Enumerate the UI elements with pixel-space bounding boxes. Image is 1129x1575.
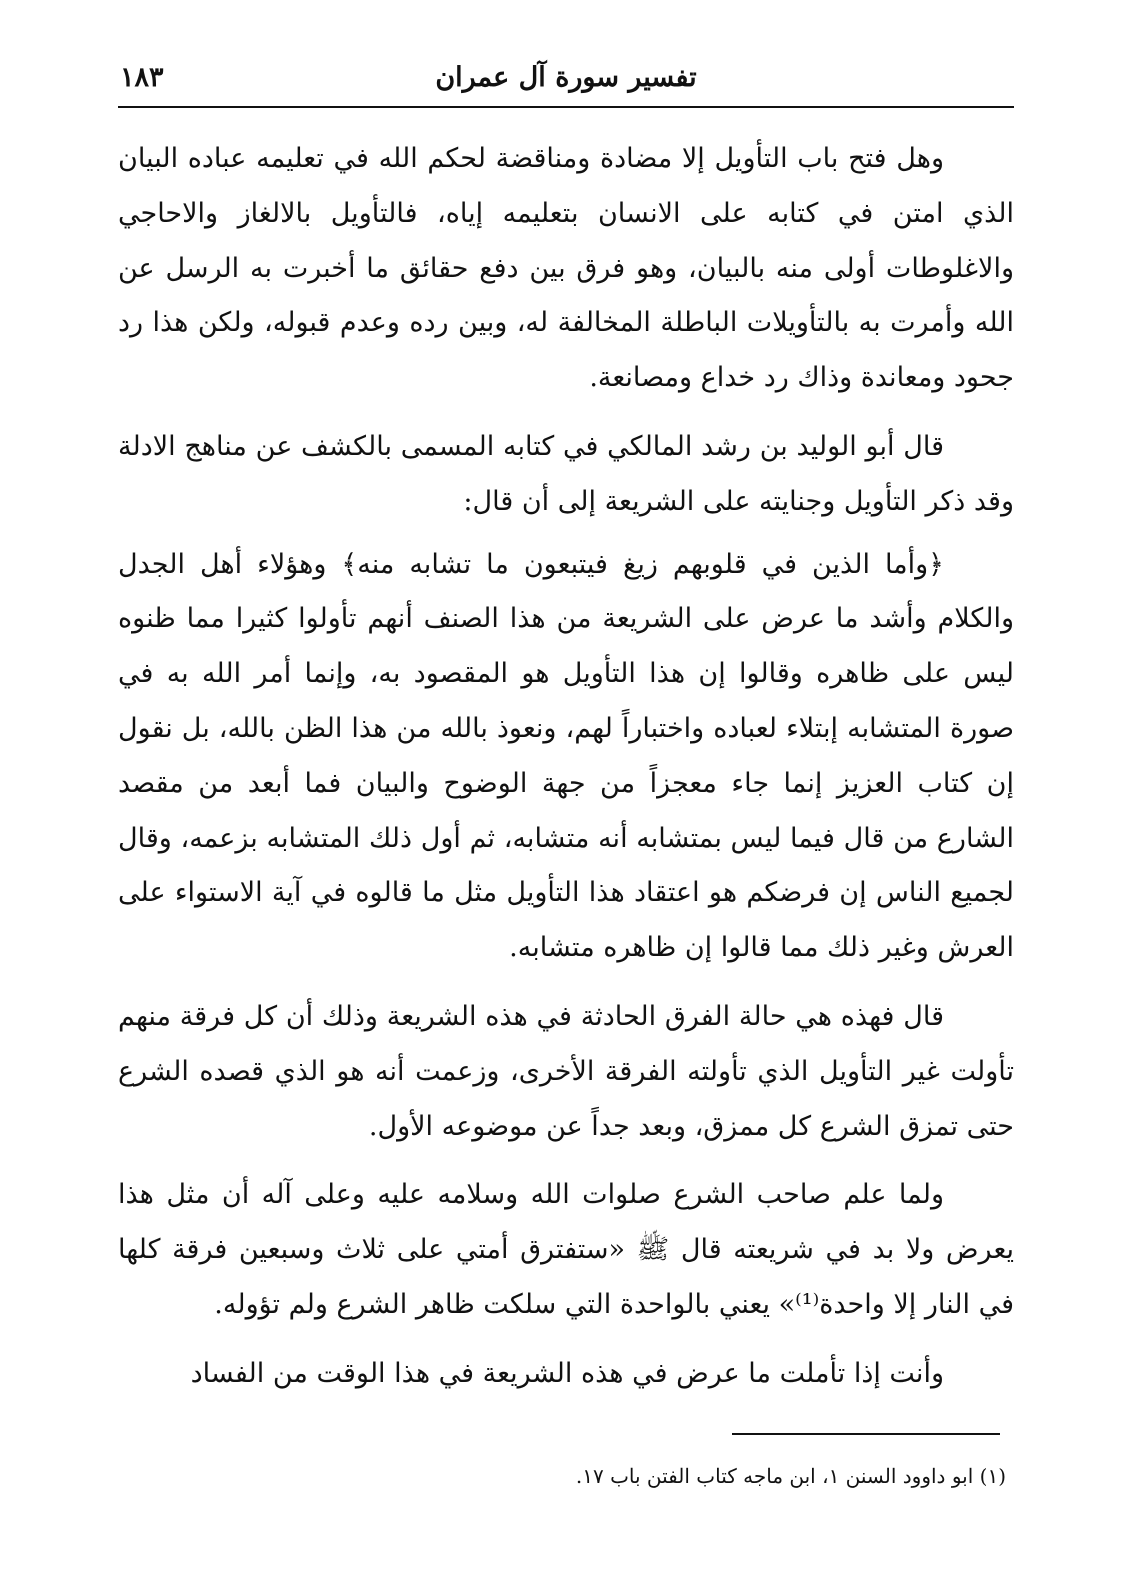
paragraph: ولما علم صاحب الشرع صلوات الله وسلامه عليه وعلى آله أن مثل هذا يعرض ولا بد في شريعته قال ﷺ «ستفترق أمتي على ثلاث وسبعين فرقة كلها في النار إلا واحدة⁽¹⁾» يعني بالواحدة التي سلكت ظاهر الشرع ولم تؤوله. [118,1179,1014,1320]
page-number: ١٨٣ [120,62,164,93]
paragraph: قال أبو الوليد بن رشد المالكي في كتابه المسمى بالكشف عن مناهج الادلة وقد ذكر التأويل وجنايته على الشريعة إلى أن قال: [118,430,1014,517]
footnote: (١) ابو داوود السنن ١، ابن ماجه كتاب الفتن باب ١٧. [575,1464,1006,1488]
header-rule [118,106,1014,108]
paragraph: وأنت إذا تأملت ما عرض في هذه الشريعة في هذا الوقت من الفساد [190,1357,944,1389]
paragraph: وهل فتح باب التأويل إلا مضادة ومناقضة لحكم الله في تعليمه عباده البيان الذي امتن في كتابه على الانسان بتعليمه إياه، فالتأويل بالالغاز والاحاجي والاغلوطات أولى منه بالبيان، وهو فرق بين دفع حقائق ما أخبرت به الرسل عن الله وأمرت به بالتأويلات الباطلة المخالفة له، وبين رده وعدم قبوله، ولكن هذا رد جحود ومعاندة وذاك رد خداع ومصانعة. [118,143,1014,394]
paragraph: قال فهذه هي حالة الفرق الحادثة في هذه الشريعة وذلك أن كل فرقة منهم تأولت غير التأويل الذي تأولته الفرقة الأخرى، وزعمت أنه هو الذي قصده الشرع حتى تمزق الشرع كل ممزق، وبعد جداً عن موضوعه الأول. [118,1000,1014,1142]
running-header [118,58,1014,104]
body-text [118,132,1014,1402]
header-title: تفسير سورة آل عمران [435,62,697,93]
paragraph: ﴿وأما الذين في قلوبهم زيغ فيتبعون ما تشابه منه﴾ وهؤلاء أهل الجدل والكلام وأشد ما عرض على الشريعة من هذا الصنف أنهم تأولوا كثيرا مما ظنوه ليس على ظاهره وقالوا إن هذا التأويل هو المقصود به، وإنما أمر الله به في صورة المتشابه إبتلاء لعباده واختباراً لهم، ونعوذ بالله من هذا الظن بالله، بل نقول إن كتاب العزيز إنما جاء معجزاً من جهة الوضوح والبيان فما أبعد من مقصد الشارع من قال فيما ليس بمتشابه أنه متشابه، ثم أول ذلك المتشابه بزعمه، وقال لجميع الناس إن فرضكم هو اعتقاد هذا التأويل مثل ما قالوه في آية الاستواء على العرش وغير ذلك مما قالوا إن ظاهره متشابه. [118,548,1014,964]
footnote-rule [732,1433,1000,1435]
